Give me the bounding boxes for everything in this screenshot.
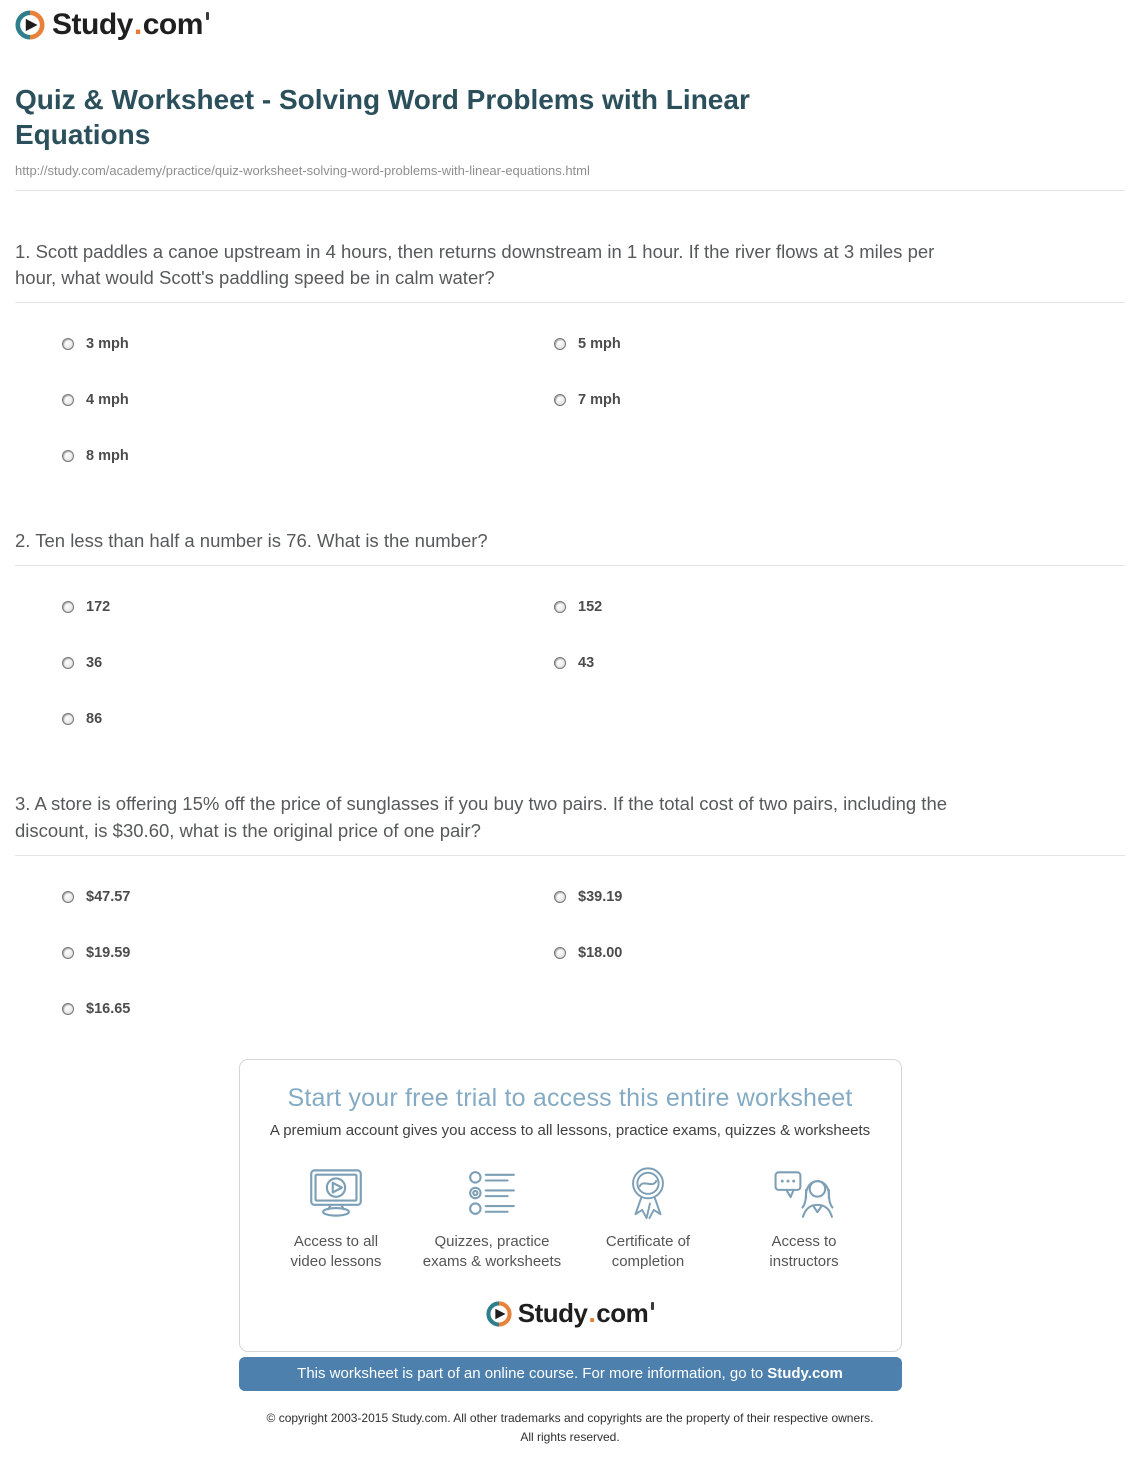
course-info-brand: Study.com <box>767 1365 843 1383</box>
answer-option[interactable] <box>62 448 554 464</box>
answer-options <box>62 599 1125 727</box>
copyright-line2: All rights reserved. <box>520 1429 620 1444</box>
trial-heading: Start your free trial to access this entire worksheet <box>287 1083 853 1112</box>
instructors-icon <box>774 1165 834 1221</box>
answer-option[interactable] <box>554 655 1125 671</box>
divider <box>15 855 1125 856</box>
divider <box>15 190 1125 191</box>
answer-option[interactable] <box>554 336 1125 352</box>
option-label: $39.19 <box>578 888 623 905</box>
question-1 <box>15 239 1125 465</box>
radio-button[interactable] <box>62 338 74 350</box>
feature-list <box>240 1165 901 1273</box>
feature-label: Access to all video lessons <box>290 1232 382 1271</box>
logo-com-text: com <box>142 8 203 41</box>
studycom-logo <box>15 8 1125 42</box>
divider <box>15 302 1125 303</box>
answer-option[interactable] <box>62 711 554 727</box>
answer-options <box>62 336 1125 464</box>
logo-study-text: Study <box>52 8 133 41</box>
radio-button[interactable] <box>62 450 74 462</box>
answer-option[interactable] <box>554 392 1125 408</box>
radio-button[interactable] <box>62 713 74 725</box>
radio-button[interactable] <box>62 1003 74 1015</box>
option-label: 8 mph <box>86 448 129 465</box>
answer-option[interactable] <box>62 1001 554 1017</box>
course-info-text: This worksheet is part of an online course. For more information, go to <box>297 1365 764 1383</box>
option-label: 36 <box>86 655 103 672</box>
radio-button[interactable] <box>554 601 566 613</box>
trademark-mark <box>651 1302 654 1310</box>
option-label: 5 mph <box>578 336 621 353</box>
answer-option[interactable] <box>554 945 1125 961</box>
divider <box>15 565 1125 566</box>
option-label: 7 mph <box>578 392 621 409</box>
question-text: 3. A store is offering 15% off the price of sunglasses if you buy two pairs. If the total cost of two pairs, including the discount, is $30.60, what is the original price of one pair? <box>15 793 948 841</box>
radio-button[interactable] <box>62 394 74 406</box>
option-label: 152 <box>578 599 603 616</box>
trial-subheading: A premium account gives you access to all lessons, practice exams, quizzes & worksheets <box>269 1121 871 1139</box>
page-url: http://study.com/academy/practice/quiz-worksheet-solving-word-problems-with-linear-equations.html <box>15 162 590 178</box>
copyright-line1: © copyright 2003-2015 Study.com. All other trademarks and copyrights are the property of their respective owners. <box>266 1411 874 1426</box>
course-info-bar <box>239 1357 902 1391</box>
feature-video-lessons <box>258 1165 414 1273</box>
answer-option[interactable] <box>62 599 554 615</box>
radio-button[interactable] <box>62 891 74 903</box>
studycom-play-icon <box>486 1301 512 1327</box>
answer-option[interactable] <box>62 655 554 671</box>
option-label: 43 <box>578 655 595 672</box>
answer-option[interactable] <box>62 336 554 352</box>
feature-label: Quizzes, practice exams & worksheets <box>422 1232 562 1271</box>
logo-dot: . <box>133 8 142 41</box>
option-label: 4 mph <box>86 392 129 409</box>
question-3 <box>15 791 1125 1017</box>
copyright <box>15 1409 1125 1446</box>
studycom-wordmark <box>52 8 209 42</box>
radio-button[interactable] <box>62 601 74 613</box>
feature-instructors <box>726 1165 882 1273</box>
feature-label: Certificate of completion <box>605 1232 691 1271</box>
radio-button[interactable] <box>554 338 566 350</box>
radio-button[interactable] <box>554 657 566 669</box>
studycom-wordmark: Study . com <box>518 1298 654 1329</box>
feature-certificate <box>570 1165 726 1273</box>
feature-quizzes <box>414 1165 570 1273</box>
question-text: 1. Scott paddles a canoe upstream in 4 hours, then returns downstream in 1 hour. If the river flows at 3 miles per hour, what would Scott's paddling speed be in calm water? <box>15 240 935 288</box>
option-label: $16.65 <box>86 1000 131 1017</box>
video-lessons-icon <box>308 1165 364 1221</box>
radio-button[interactable] <box>62 947 74 959</box>
radio-button[interactable] <box>554 947 566 959</box>
studycom-play-icon <box>15 10 45 40</box>
studycom-logo-small <box>240 1298 901 1329</box>
option-label: $19.59 <box>86 944 131 961</box>
answer-option[interactable] <box>62 945 554 961</box>
option-label: 86 <box>86 711 103 728</box>
radio-button[interactable] <box>62 657 74 669</box>
radio-button[interactable] <box>554 891 566 903</box>
option-label: $18.00 <box>578 944 623 961</box>
feature-label: Access to instructors <box>769 1232 839 1271</box>
answer-option[interactable] <box>554 889 1125 905</box>
certificate-icon <box>623 1165 673 1221</box>
option-label: 172 <box>86 599 111 616</box>
trademark-mark <box>206 12 209 20</box>
answer-options <box>62 889 1125 1017</box>
answer-option[interactable] <box>62 392 554 408</box>
question-text: 2. Ten less than half a number is 76. What is the number? <box>15 530 488 552</box>
page-title: Quiz & Worksheet - Solving Word Problems with Linear Equations <box>15 84 750 151</box>
free-trial-card <box>239 1059 902 1353</box>
option-label: 3 mph <box>86 336 129 353</box>
quizzes-icon <box>467 1165 517 1221</box>
answer-option[interactable] <box>62 889 554 905</box>
radio-button[interactable] <box>554 394 566 406</box>
option-label: $47.57 <box>86 888 131 905</box>
answer-option[interactable] <box>554 599 1125 615</box>
question-2 <box>15 528 1125 727</box>
